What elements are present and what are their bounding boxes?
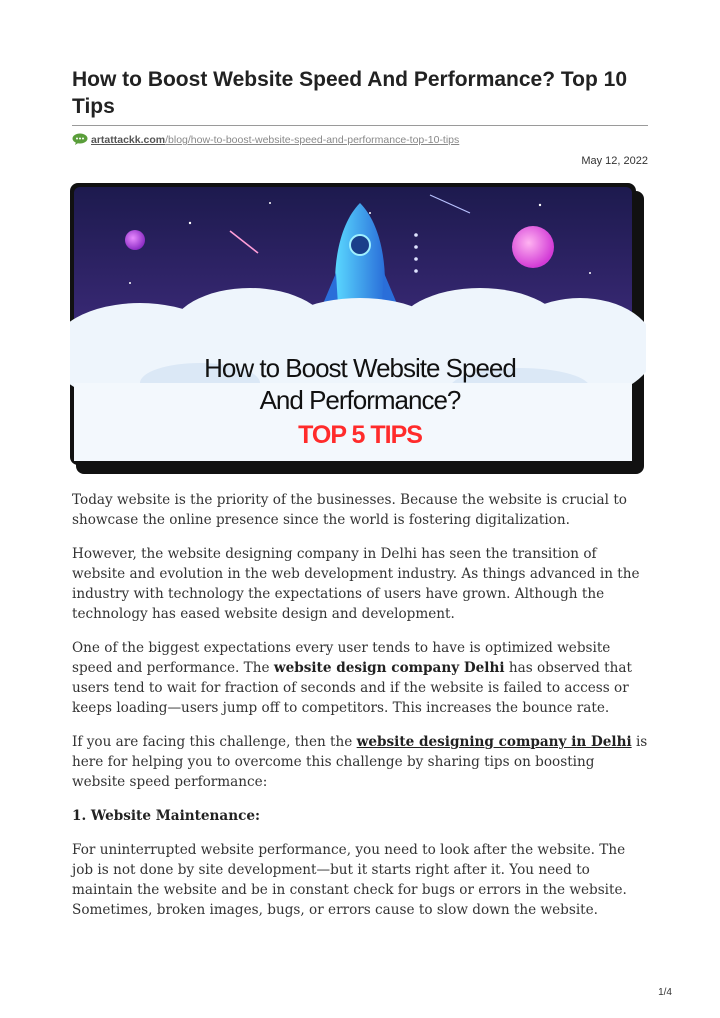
page-number: 1/4	[658, 987, 672, 998]
article-body	[72, 490, 648, 934]
bold-phrase: website design company Delhi	[273, 660, 505, 676]
website-designing-link[interactable]: website designing company in Delhi	[356, 734, 632, 750]
section-heading-1: 1. Website Maintenance:	[72, 808, 261, 824]
source-link[interactable]	[72, 132, 459, 148]
paragraph-2: However, the website designing company in Delhi has seen the transition of website and evolution in the web development industry. As things advanced in the industry with technology the expectations of users have grown. Although the technology has eased website design and development.	[72, 546, 640, 622]
source-path[interactable]: /blog/how-to-boost-website-speed-and-performance-top-10-tips	[165, 134, 460, 146]
chat-bubble-icon	[72, 133, 88, 148]
hero-image	[70, 183, 646, 476]
hero-title-line3: TOP 5 TIPS	[298, 421, 422, 449]
page-title: How to Boost Website Speed And Performance? Top 10 Tips	[72, 68, 628, 118]
paragraph-5: For uninterrupted website performance, you need to look after the website. The job is not done by site development—but it starts right after it. You need to maintain the website and be in constant check for bugs or errors in the website. Sometimes, broken images, bugs, or errors cause to slow down the website.	[72, 842, 627, 918]
paragraph-3: One of the biggest expectations every user tends to have is optimized website speed and performance. The website design company Delhi has observed that users tend to wait for fraction of seconds and if the website is failed to access or keeps loading—users jump off to competitors. This increases the bounce rate.	[72, 640, 632, 716]
paragraph-4: If you are facing this challenge, then the website designing company in Delhi is here for helping you to overcome this challenge by sharing tips on boosting website speed performance:	[72, 734, 648, 790]
source-domain[interactable]: artattackk.com	[91, 134, 166, 146]
hero-title-line2: And Performance?	[259, 385, 461, 415]
hero-title-line1: How to Boost Website Speed	[204, 353, 516, 383]
title-divider	[72, 125, 648, 126]
paragraph-1: Today website is the priority of the businesses. Because the website is crucial to showcase the online presence since the world is fostering digitalization.	[72, 492, 627, 528]
publish-date: May 12, 2022	[581, 155, 648, 167]
